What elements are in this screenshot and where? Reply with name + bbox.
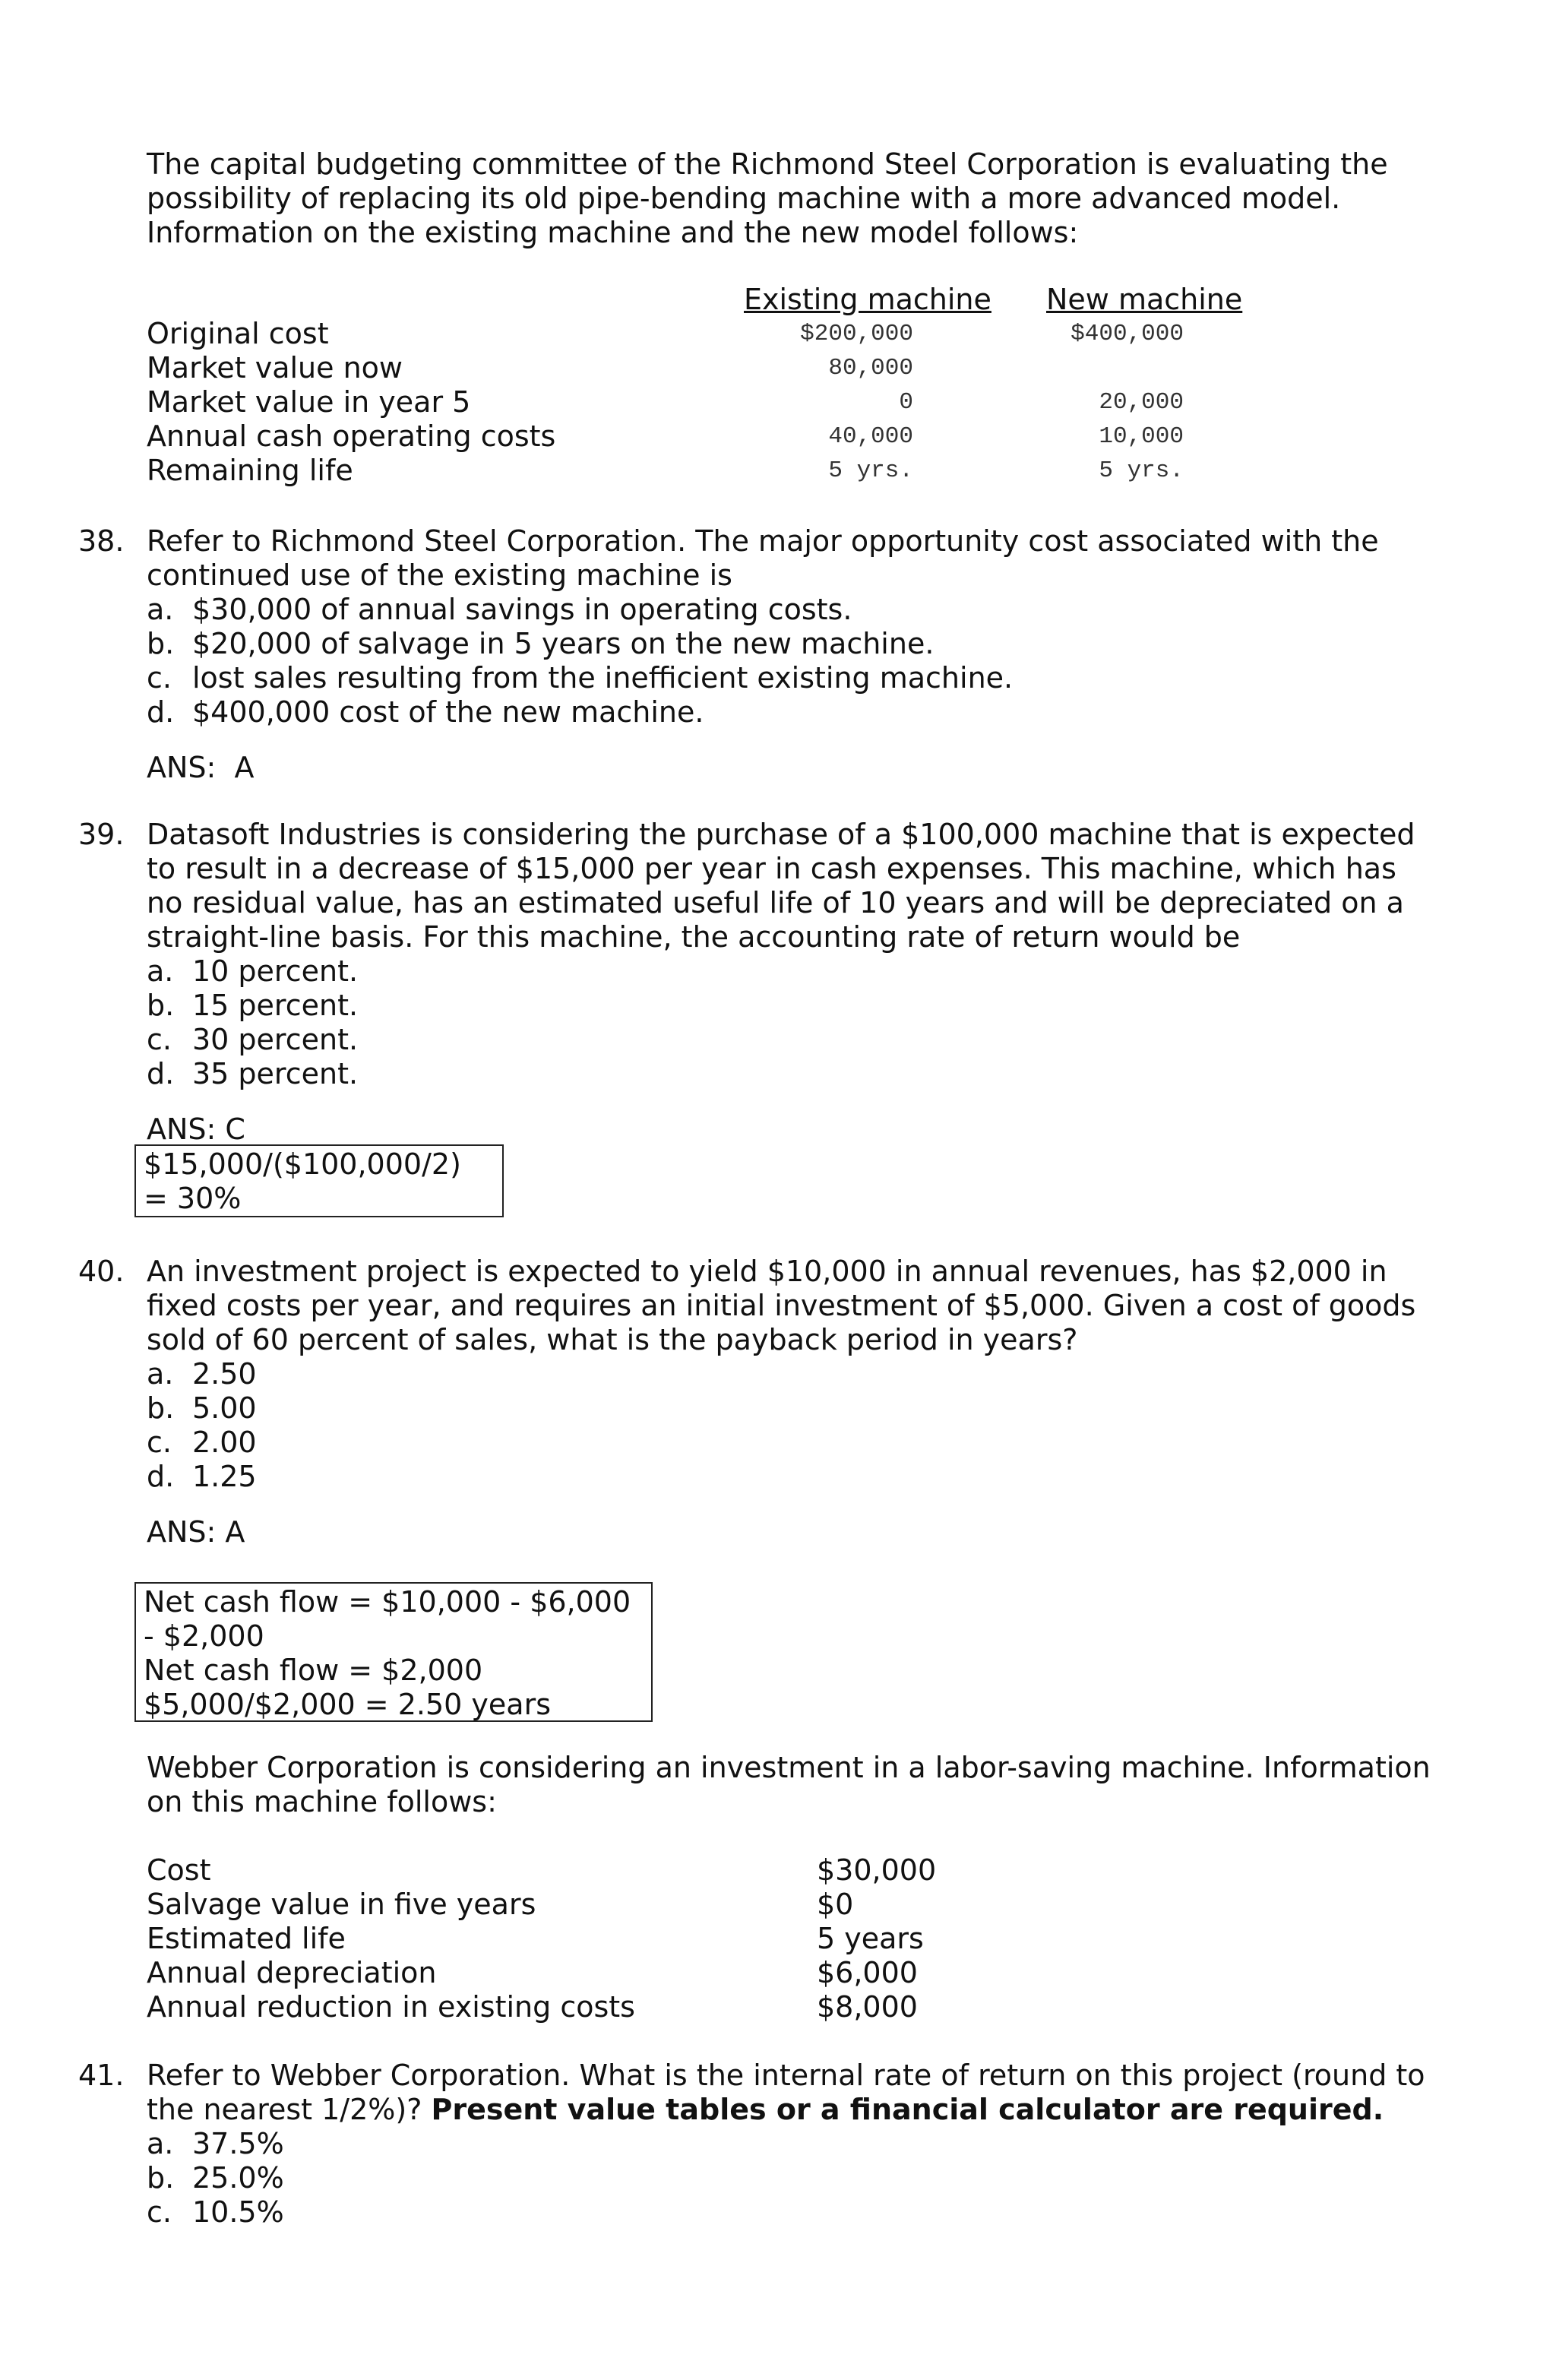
- option-letter-a: a.: [147, 954, 174, 988]
- question-number: 40.: [78, 1255, 125, 1288]
- option-letter-c: c.: [147, 1426, 172, 1459]
- work-line-2: - $2,000: [144, 1619, 264, 1653]
- worked-solution-box: [134, 1144, 504, 1217]
- question-text-line-1: Refer to Webber Corporation. What is the internal rate of return on this project (round to: [147, 2059, 1425, 2092]
- intro2-line-1: Webber Corporation is considering an investment in a labor-saving machine. Information: [147, 1751, 1431, 1784]
- question-text-line-2: fixed costs per year, and requires an initial investment of $5,000. Given a cost of goods: [147, 1289, 1416, 1322]
- row-value-cost: $30,000: [817, 1853, 937, 1887]
- option-text-d: 1.25: [192, 1460, 257, 1493]
- option-letter-b: b.: [147, 989, 175, 1022]
- row-label-market-value-year5: Market value in year 5: [147, 385, 471, 419]
- question-text-line-4: straight-line basis. For this machine, the accounting rate of return would be: [147, 920, 1241, 954]
- header-new-machine: New machine: [1046, 283, 1243, 316]
- question-number: 41.: [78, 2059, 125, 2092]
- work-line-4: $5,000/$2,000 = 2.50 years: [144, 1688, 551, 1721]
- option-letter-b: b.: [147, 2161, 175, 2195]
- question-text-line-2: [147, 2093, 1384, 2127]
- question-text-line-3: no residual value, has an estimated useful life of 10 years and will be depreciated on a: [147, 886, 1404, 919]
- option-text-c: 30 percent.: [192, 1023, 359, 1056]
- option-letter-c: c.: [147, 2195, 172, 2229]
- row-new-original-cost: $400,000: [1071, 321, 1184, 347]
- option-text-d: $400,000 cost of the new machine.: [192, 695, 704, 729]
- option-letter-d: d.: [147, 1057, 175, 1090]
- header-existing-machine: Existing machine: [744, 283, 991, 316]
- row-label-annual-depreciation: Annual depreciation: [147, 1956, 437, 1989]
- row-existing-annual-operating-costs: 40,000: [828, 423, 913, 450]
- row-label-original-cost: Original cost: [147, 317, 329, 350]
- option-letter-b: b.: [147, 627, 175, 660]
- row-value-annual-depreciation: $6,000: [817, 1956, 918, 1989]
- row-value-annual-cost-reduction: $8,000: [817, 1990, 918, 2024]
- option-letter-d: d.: [147, 695, 175, 729]
- question-number: 38.: [78, 524, 125, 558]
- option-text-a: 10 percent.: [192, 954, 359, 988]
- row-label-cost: Cost: [147, 1853, 211, 1887]
- work-line-1: Net cash flow = $10,000 - $6,000: [144, 1585, 631, 1619]
- option-text-c: lost sales resulting from the inefficient existing machine.: [192, 661, 1014, 695]
- row-label-salvage-value: Salvage value in five years: [147, 1888, 536, 1921]
- question-text-line-3: sold of 60 percent of sales, what is the payback period in years?: [147, 1323, 1078, 1356]
- option-text-b: 15 percent.: [192, 989, 359, 1022]
- row-new-market-value-year5: 20,000: [1099, 389, 1184, 416]
- row-existing-original-cost: $200,000: [800, 321, 913, 347]
- option-letter-c: c.: [147, 661, 172, 695]
- worked-solution-box: [134, 1582, 653, 1722]
- question-text-plain: the nearest 1/2%)?: [147, 2093, 432, 2126]
- intro1-line-1: The capital budgeting committee of the Richmond Steel Corporation is evaluating the: [147, 147, 1388, 181]
- option-letter-b: b.: [147, 1391, 175, 1425]
- answer: ANS: A: [147, 751, 255, 784]
- question-text-line-2: to result in a decrease of $15,000 per year in cash expenses. This machine, which has: [147, 852, 1396, 885]
- option-letter-a: a.: [147, 1357, 174, 1391]
- row-existing-market-value-now: 80,000: [828, 355, 913, 381]
- row-existing-market-value-year5: 0: [899, 389, 913, 416]
- intro1-line-2: possibility of replacing its old pipe-bending machine with a more advanced model.: [147, 182, 1341, 215]
- row-label-annual-operating-costs: Annual cash operating costs: [147, 419, 556, 453]
- option-text-d: 35 percent.: [192, 1057, 359, 1090]
- work-line-1: $15,000/($100,000/2): [144, 1147, 461, 1181]
- option-text-b: 5.00: [192, 1391, 257, 1425]
- intro1-line-3: Information on the existing machine and the new model follows:: [147, 216, 1079, 249]
- option-letter-a: a.: [147, 2127, 174, 2160]
- row-label-estimated-life: Estimated life: [147, 1922, 346, 1955]
- option-text-a: 2.50: [192, 1357, 257, 1391]
- row-label-remaining-life: Remaining life: [147, 454, 353, 487]
- row-label-market-value-now: Market value now: [147, 351, 403, 385]
- option-text-c: 10.5%: [192, 2195, 284, 2229]
- option-text-c: 2.00: [192, 1426, 257, 1459]
- option-letter-c: c.: [147, 1023, 172, 1056]
- answer: ANS: C: [147, 1112, 245, 1146]
- option-text-a: 37.5%: [192, 2127, 284, 2160]
- work-line-3: Net cash flow = $2,000: [144, 1654, 483, 1687]
- row-existing-remaining-life: 5 yrs.: [828, 457, 913, 484]
- row-value-estimated-life: 5 years: [817, 1922, 924, 1955]
- question-text-line-1: Refer to Richmond Steel Corporation. The major opportunity cost associated with the: [147, 524, 1379, 558]
- question-text-line-2: continued use of the existing machine is: [147, 559, 732, 592]
- option-letter-a: a.: [147, 593, 174, 626]
- row-new-annual-operating-costs: 10,000: [1099, 423, 1184, 450]
- question-text-line-1: Datasoft Industries is considering the purchase of a $100,000 machine that is expected: [147, 818, 1415, 851]
- question-number: 39.: [78, 818, 125, 851]
- question-text-line-1: An investment project is expected to yield $10,000 in annual revenues, has $2,000 in: [147, 1255, 1387, 1288]
- row-label-annual-cost-reduction: Annual reduction in existing costs: [147, 1990, 635, 2024]
- row-new-remaining-life: 5 yrs.: [1099, 457, 1184, 484]
- answer: ANS: A: [147, 1515, 245, 1549]
- work-line-2: = 30%: [144, 1182, 242, 1215]
- option-text-a: $30,000 of annual savings in operating costs.: [192, 593, 852, 626]
- option-text-b: $20,000 of salvage in 5 years on the new machine.: [192, 627, 935, 660]
- intro2-line-2: on this machine follows:: [147, 1785, 497, 1818]
- option-text-b: 25.0%: [192, 2161, 284, 2195]
- option-letter-d: d.: [147, 1460, 175, 1493]
- row-value-salvage-value: $0: [817, 1888, 854, 1921]
- question-text-bold-note: Present value tables or a financial calculator are required.: [431, 2093, 1384, 2126]
